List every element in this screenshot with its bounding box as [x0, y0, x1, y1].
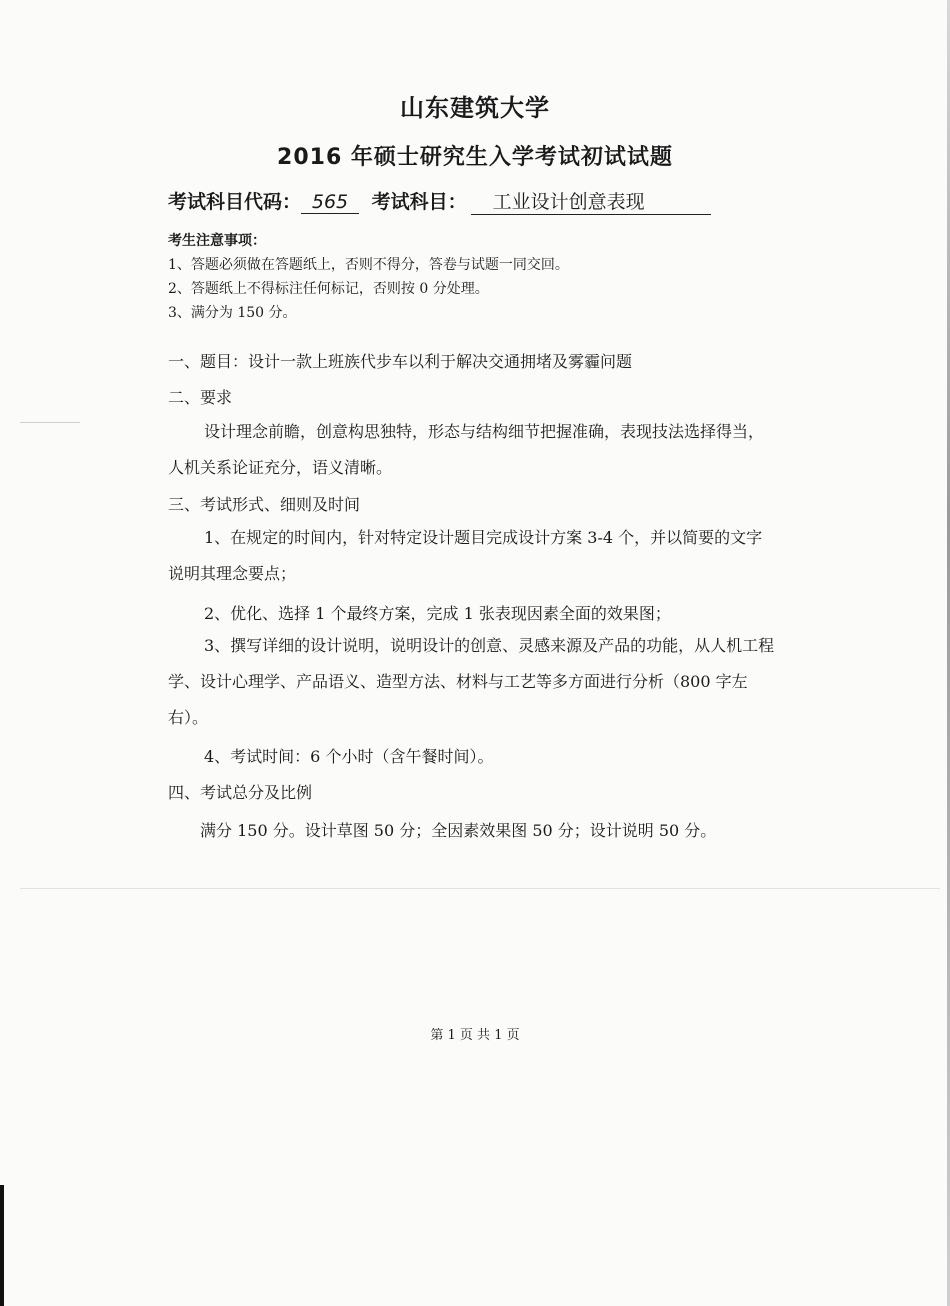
exam-title: 2016 年硕士研究生入学考试初试试题 [277, 145, 673, 170]
subject-label: 考试科目： [371, 191, 467, 213]
section-3-heading: 三、考试形式、细则及时间 [168, 495, 361, 514]
notice-item: 3、满分为 150 分。 [168, 305, 297, 321]
section-3-item-4: 4、考试时间：6 个小时（含午餐时间）。 [204, 747, 494, 766]
subject-value: 工业设计创意表现 [471, 187, 711, 215]
notice-item: 2、答题纸上不得标注任何标记，否则按 0 分处理。 [168, 281, 489, 297]
code-label: 考试科目代码： [168, 191, 302, 213]
section-1-title: 一、题目：设计一款上班族代步车以利于解决交通拥堵及雾霾问题 [168, 352, 633, 371]
scan-artifact [20, 888, 940, 889]
page-indicator: 第 1 页 共 1 页 [430, 1028, 520, 1043]
section-3-item-3: 3、撰写详细的设计说明，说明设计的创意、灵感来源及产品的功能，从人机工程学、设计心理学、产品语义、造型方法、材料与工艺等多方面进行分析（800 字左右）。 [168, 636, 775, 727]
notice-heading: 考生注意事项： [168, 233, 266, 249]
scan-edge-mark [0, 1185, 4, 1306]
section-3-item-2: 2、优化、选择 1 个最终方案，完成 1 张表现因素全面的效果图； [204, 604, 671, 623]
code-value: 565 [301, 191, 359, 214]
notice-item: 1、答题必须做在答题纸上，否则不得分，答卷与试题一同交回。 [168, 257, 569, 273]
subject-line [168, 187, 711, 215]
section-4-heading: 四、考试总分及比例 [168, 783, 313, 802]
section-3-item-1: 1、在规定的时间内，针对特定设计题目完成设计方案 3-4 个，并以简要的文字说明其理念要点； [168, 528, 763, 583]
section-2-heading: 二、要求 [168, 388, 233, 407]
scan-artifact [20, 422, 80, 423]
section-4-text: 满分 150 分。设计草图 50 分；全因素效果图 50 分；设计说明 50 分。 [200, 821, 717, 840]
university-name: 山东建筑大学 [400, 94, 550, 122]
section-2-text: 设计理念前瞻，创意构思独特，形态与结构细节把握准确，表现技法选择得当，人机关系论证充分，语义清晰。 [168, 422, 765, 477]
